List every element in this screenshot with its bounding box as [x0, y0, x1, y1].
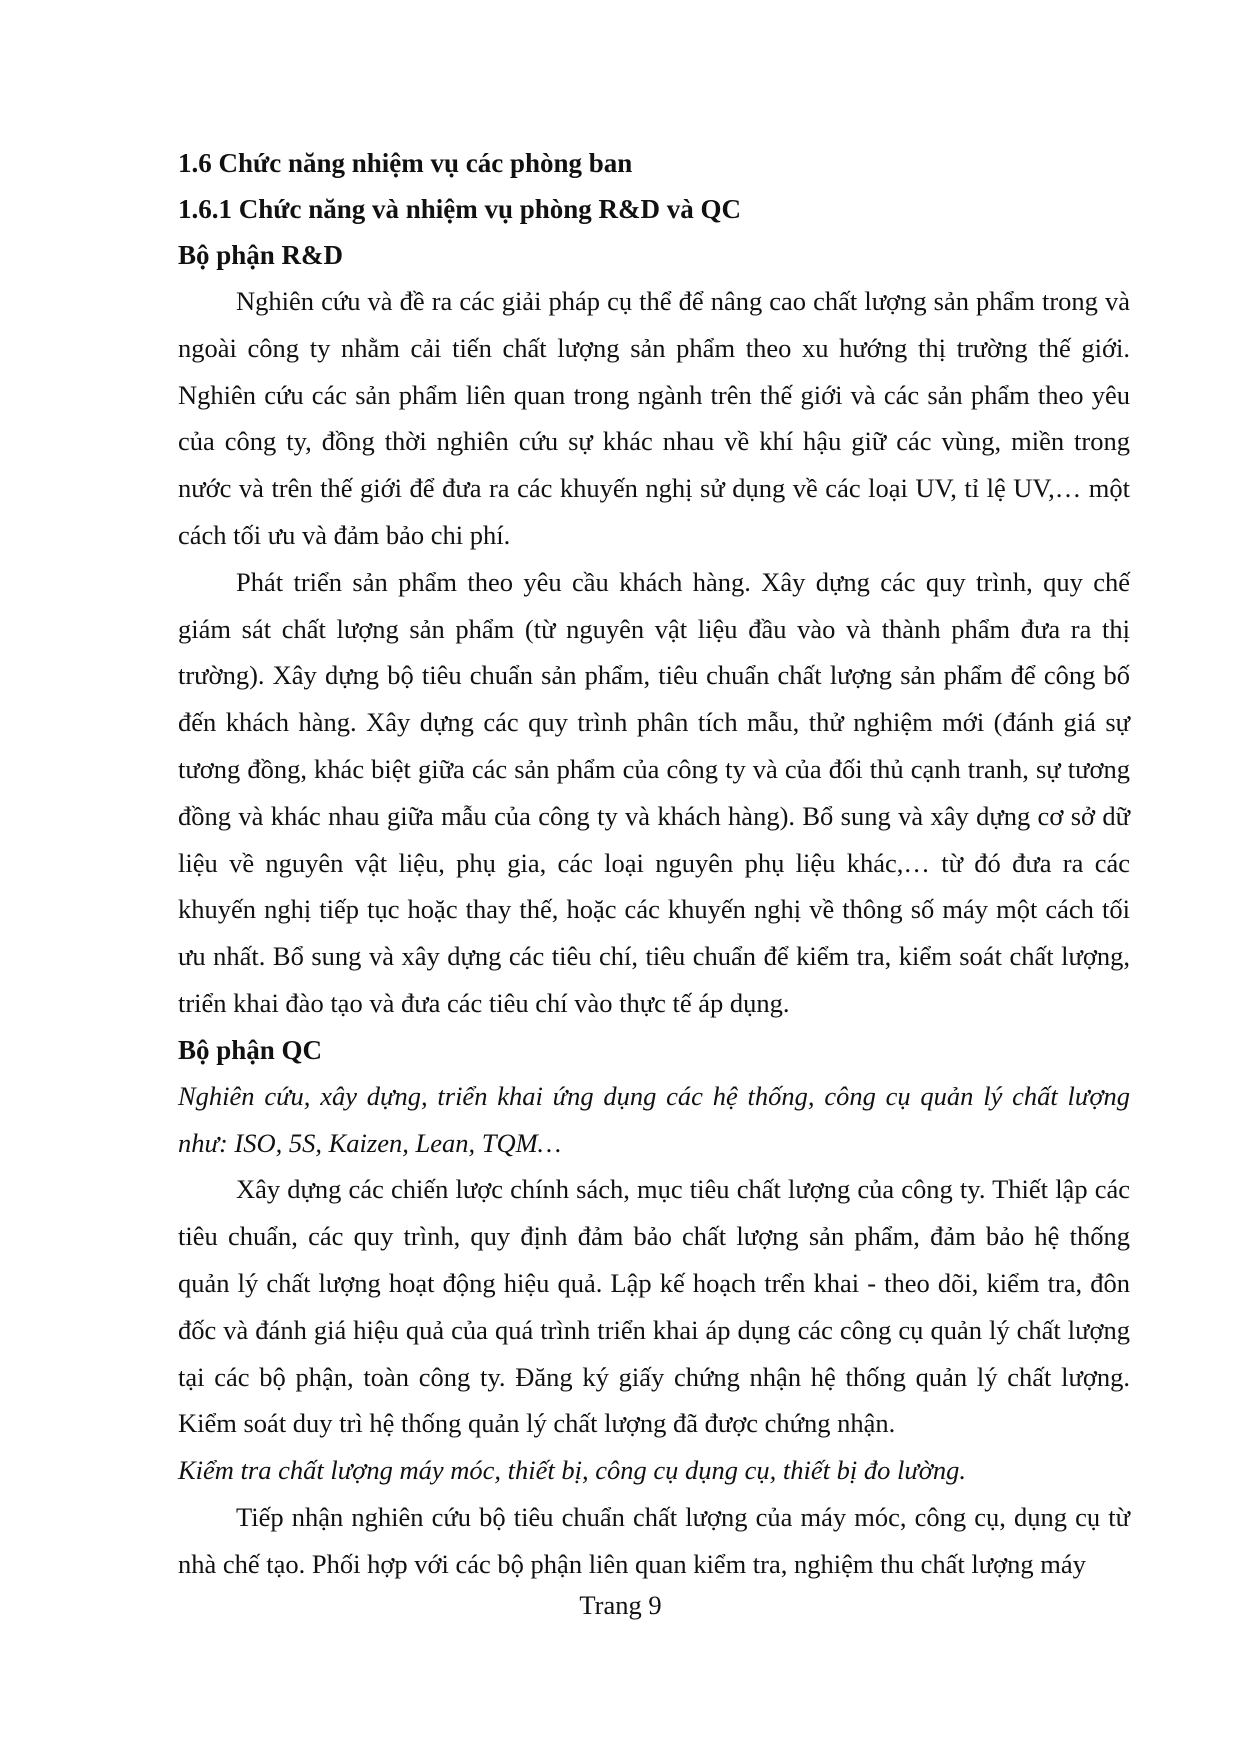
page-content — [178, 140, 1130, 1588]
qc-paragraph-1: Xây dựng các chiến lược chính sách, mục tiêu chất lượng của công ty. Thiết lập các tiêu chuẩn, các quy trình, quy định đảm bảo chất lượng sản phẩm, đảm bảo hệ thống quản lý chất lượng hoạt động hiệu quả. Lập kế hoạch trển khai - theo dõi, kiểm tra, đôn đốc và đánh giá hiệu quả của quá trình triển khai áp dụng các công cụ quản lý chất lượng tại các bộ phận, toàn công ty. Đăng ký giấy chứng nhận hệ thống quản lý chất lượng. Kiểm soát duy trì hệ thống quản lý chất lượng đã được chứng nhận. — [178, 1174, 1130, 1439]
subsection-heading: 1.6.1 Chức năng và nhiệm vụ phòng R&D và QC — [178, 194, 742, 224]
section-heading: 1.6 Chức năng nhiệm vụ các phòng ban — [178, 148, 633, 178]
rd-paragraph-1: Nghiên cứu và đề ra các giải pháp cụ thể để nâng cao chất lượng sản phẩm trong và ngoài công ty nhằm cải tiến chất lượng sản phẩm theo xu hướng thị trường thế giới. Nghiên cứu các sản phẩm liên quan trong ngành trên thế giới và các sản phẩm theo yêu của công ty, đồng thời nghiên cứu sự khác nhau về khí hậu giữ các vùng, miền trong nước và trên thế giới để đưa ra các khuyến nghị sử dụng về các loại UV, tỉ lệ UV,… một cách tối ưu và đảm bảo chi phí. — [178, 286, 1130, 550]
qc-italic-line-2: Kiểm tra chất lượng máy móc, thiết bị, công cụ dụng cụ, thiết bị đo lường. — [178, 1455, 967, 1486]
page-number-footer: Trang 9 — [579, 1590, 662, 1620]
qc-paragraph-2: Tiếp nhận nghiên cứu bộ tiêu chuẩn chất lượng của máy móc, công cụ, dụng cụ từ nhà chế tạo. Phối hợp với các bộ phận liên quan kiểm tra, nghiệm thu chất lượng máy — [178, 1501, 1130, 1579]
rd-paragraph-2: Phát triển sản phẩm theo yêu cầu khách hàng. Xây dựng các quy trình, quy chế giám sát chất lượng sản phẩm (từ nguyên vật liệu đầu vào và thành phẩm đưa ra thị trường). Xây dựng bộ tiêu chuẩn sản phẩm, tiêu chuẩn chất lượng sản phẩm để công bố đến khách hàng. Xây dựng các quy trình phân tích mẫu, thử nghiệm mới (đánh giá sự tương đồng, khác biệt giữa các sản phẩm của công ty và của đối thủ cạnh tranh, sự tương đồng và khác nhau giữa mẫu của công ty và khách hàng). Bổ sung và xây dựng cơ sở dữ liệu về nguyên vật liệu, phụ gia, các loại nguyên phụ liệu khác,… từ đó đưa ra các khuyến nghị tiếp tục hoặc thay thế, hoặc các khuyến nghị về thông số máy một cách tối ưu nhất. Bổ sung và xây dựng các tiêu chí, tiêu chuẩn để kiểm tra, kiểm soát chất lượng, triển khai đào tạo và đưa các tiêu chí vào thực tế áp dụng. — [178, 566, 1130, 1018]
rd-heading: Bộ phận R&D — [178, 240, 344, 270]
qc-italic-line-1: Nghiên cứu, xây dựng, triển khai ứng dụng các hệ thống, công cụ quản lý chất lượng như: ISO, 5S, Kaizen, Lean, TQM… — [178, 1080, 1130, 1158]
qc-heading: Bộ phận QC — [178, 1034, 323, 1065]
